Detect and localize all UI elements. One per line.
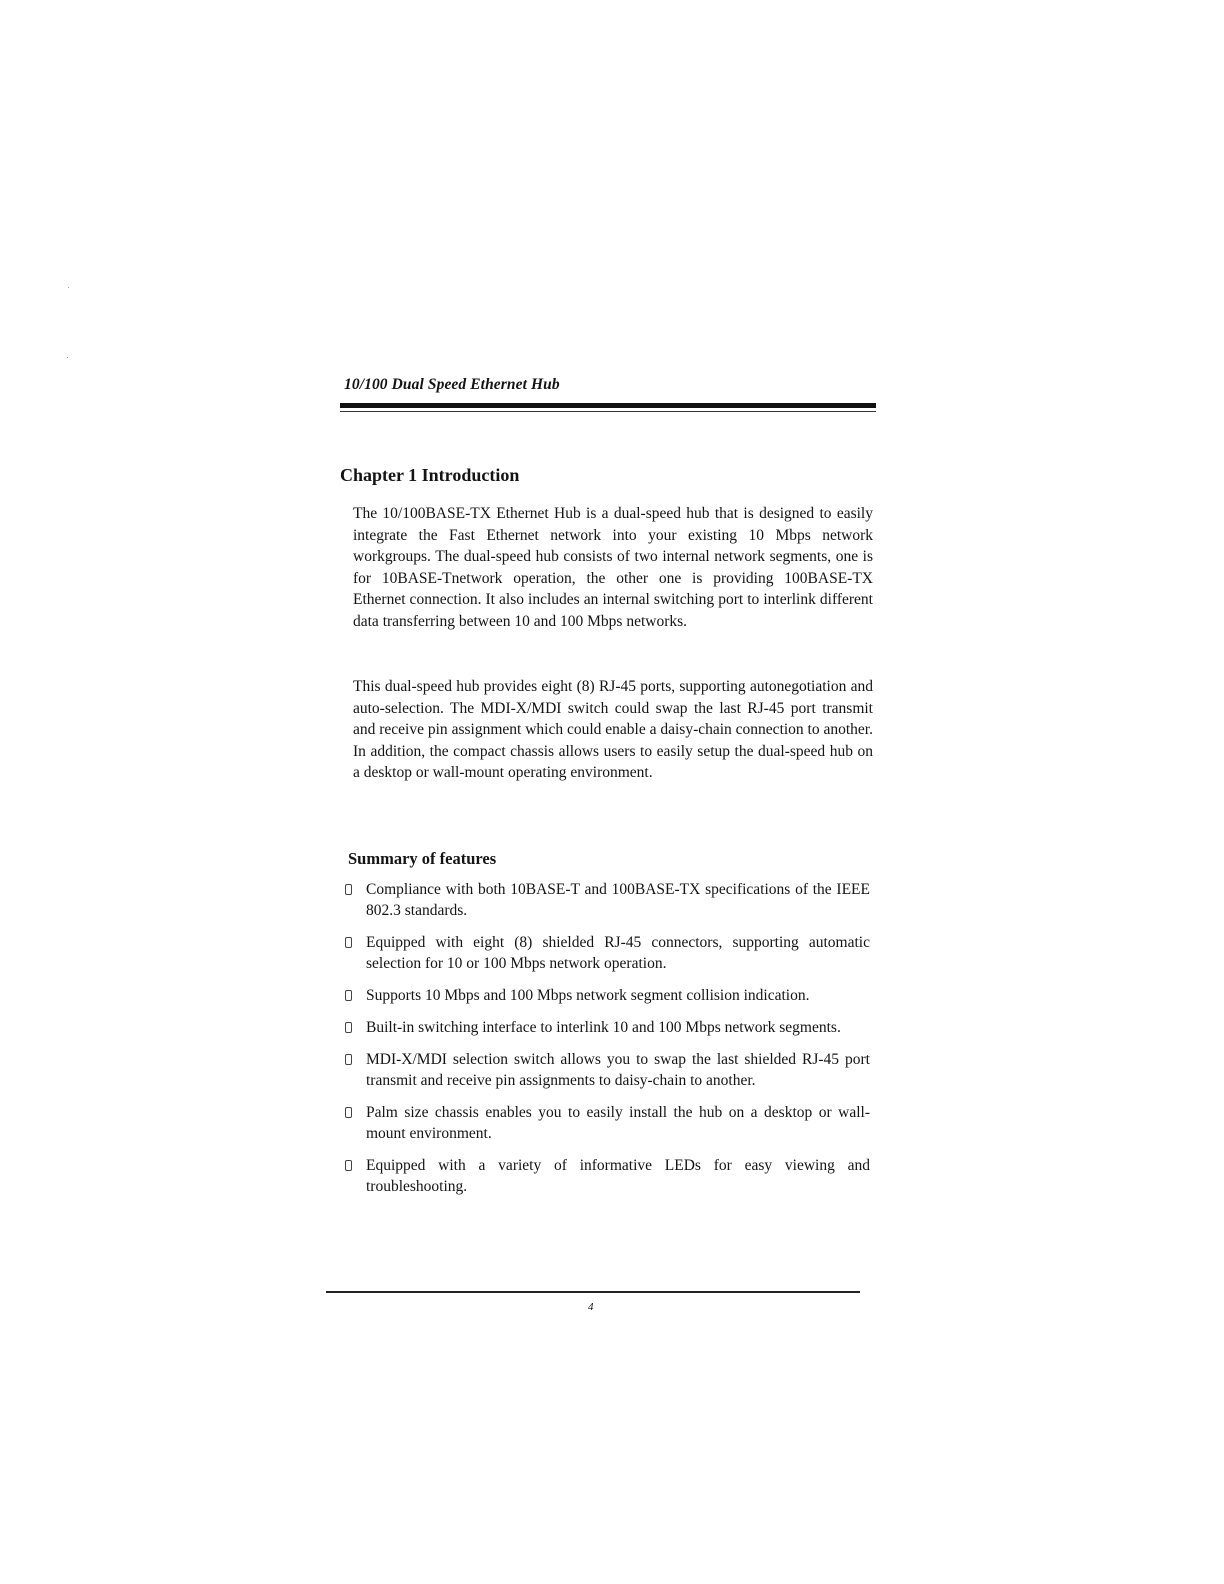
- running-header: 10/100 Dual Speed Ethernet Hub: [344, 376, 560, 393]
- scan-speck: [67, 357, 68, 358]
- feature-text: Equipped with a variety of informative LEDs for easy viewing and troubleshooting.: [366, 1157, 870, 1195]
- header-rule-thin: [340, 411, 876, 412]
- feature-text: Supports 10 Mbps and 100 Mbps network segment collision indication.: [366, 987, 810, 1004]
- feature-item: [340, 1102, 870, 1144]
- feature-item: [340, 1017, 870, 1038]
- summary-heading: Summary of features: [348, 849, 497, 868]
- intro-paragraph-1: The 10/100BASE-TX Ethernet Hub is a dual-speed hub that is designed to easily integrate the Fast Ethernet network into your existing 10 Mbps network workgroups. The dual-speed hub consists of two internal network segments, one is for 10BASE-Tnetwork operation, the other one is providing 100BASE-TX Ethernet connection. It also includes an internal switching port to interlink different data transferring between 10 and 100 Mbps networks.: [353, 505, 873, 630]
- bullet-icon: [345, 884, 352, 895]
- feature-item: [340, 932, 870, 974]
- bullet-icon: [345, 1160, 352, 1171]
- scan-speck: [68, 287, 69, 288]
- page-number: 4: [588, 1301, 594, 1313]
- bullet-icon: [345, 1022, 352, 1033]
- header-rule: [340, 403, 876, 408]
- feature-text: Built-in switching interface to interlink 10 and 100 Mbps network segments.: [366, 1019, 841, 1036]
- feature-item: [340, 1155, 870, 1197]
- bullet-icon: [345, 937, 352, 948]
- feature-text: Equipped with eight (8) shielded RJ-45 connectors, supporting automatic selection for 10 or 100 Mbps network operation.: [366, 934, 870, 972]
- intro-paragraph-2: This dual-speed hub provides eight (8) RJ-45 ports, supporting autonegotiation and auto-selection. The MDI-X/MDI switch could swap the last RJ-45 port transmit and receive pin assignment which could enable a daisy-chain connection to another. In addition, the compact chassis allows users to easily setup the dual-speed hub on a desktop or wall-mount operating environment.: [353, 678, 873, 781]
- bullet-icon: [345, 1054, 352, 1065]
- feature-text: Palm size chassis enables you to easily install the hub on a desktop or wall-mount environment.: [366, 1104, 870, 1142]
- footer-rule: [326, 1291, 860, 1293]
- feature-item: [340, 985, 870, 1006]
- bullet-icon: [345, 1107, 352, 1118]
- feature-list: [340, 879, 870, 1208]
- chapter-title: Chapter 1 Introduction: [340, 465, 520, 485]
- feature-text: MDI-X/MDI selection switch allows you to swap the last shielded RJ-45 port transmit and receive pin assignments to daisy-chain to another.: [366, 1051, 870, 1089]
- feature-text: Compliance with both 10BASE-T and 100BASE-TX specifications of the IEEE 802.3 standards.: [366, 881, 870, 919]
- bullet-icon: [345, 990, 352, 1001]
- feature-item: [340, 1049, 870, 1091]
- feature-item: [340, 879, 870, 921]
